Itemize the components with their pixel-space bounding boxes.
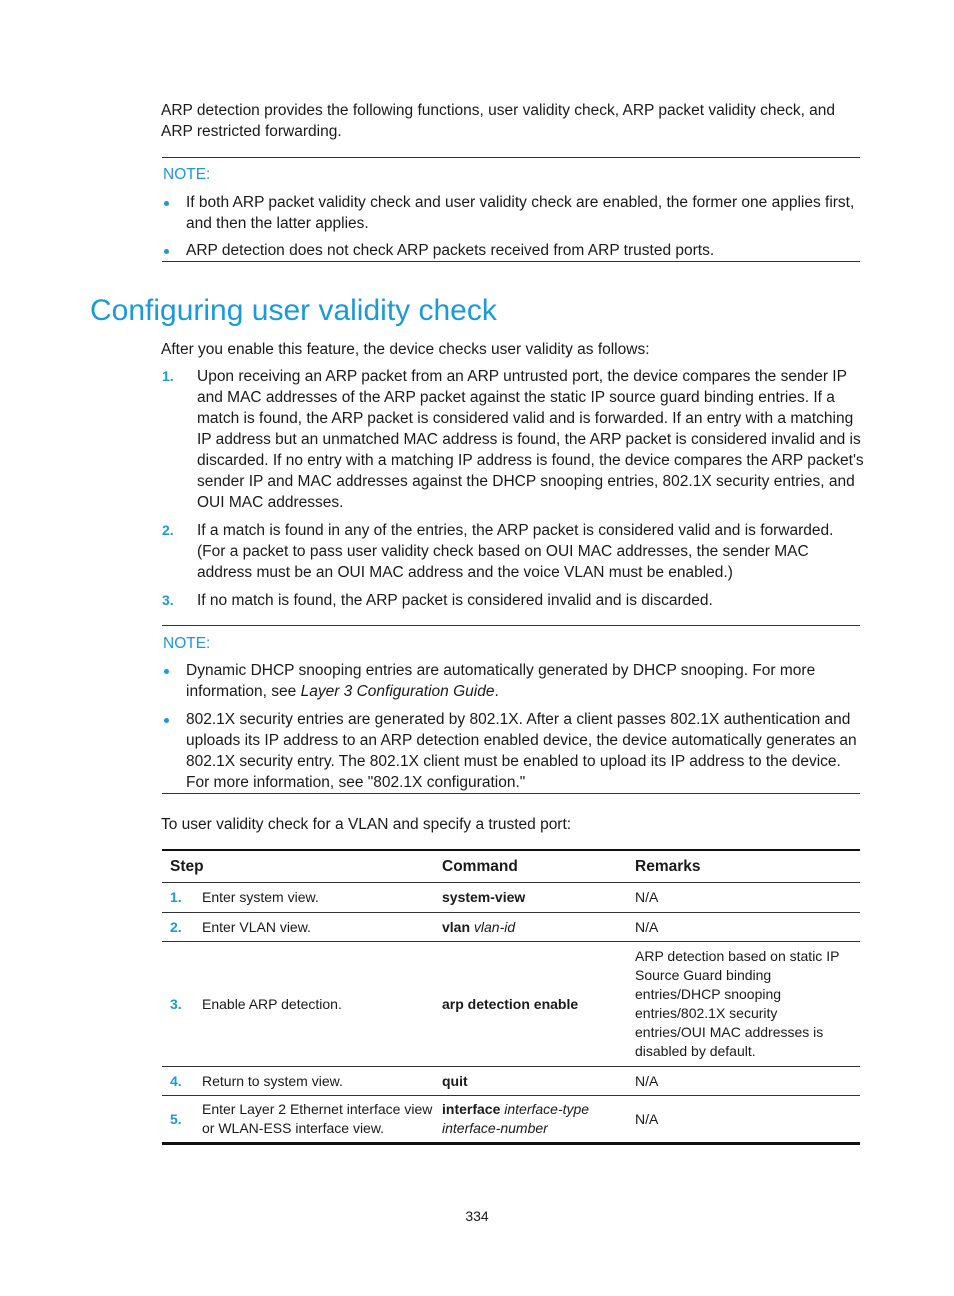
section-intro: After you enable this feature, the device checks user validity as follows: <box>161 341 650 358</box>
note-top-rule <box>162 157 860 158</box>
numbered-step: 3. If no match is found, the ARP packet is considered invalid and is discarded. <box>162 592 713 609</box>
column-header-command: Command <box>442 850 635 883</box>
step-number: 4. <box>162 1067 202 1096</box>
table-row <box>162 913 860 942</box>
column-header-remarks: Remarks <box>635 850 860 883</box>
remarks-cell: N/A <box>635 1096 860 1144</box>
section-title: Configuring user validity check <box>90 294 497 327</box>
remarks-cell: ARP detection based on static IP Source Guard binding entries/DHCP snooping entries/802.1X security entries/OUI MAC addresses is disabled by default. <box>635 942 860 1067</box>
note-item: ARP detection does not check ARP packets received from ARP trusted ports. <box>162 240 862 261</box>
table-row <box>162 1067 860 1096</box>
command-cell: arp detection enable <box>442 942 635 1067</box>
table-row <box>162 883 860 913</box>
table-intro: To user validity check for a VLAN and specify a trusted port: <box>161 816 572 833</box>
config-steps-table <box>162 849 860 1145</box>
numbered-step: 1. Upon receiving an ARP packet from an ARP untrusted port, the device compares the sender IP and MAC addresses of the ARP packet against the static IP source guard binding entries. If a match is found, the ARP packet is considered valid and is forwarded. If an entry with a matching IP address but an unmatched MAC address is found, the ARP packet is considered invalid and is discarded. If no entry with a matching IP address is found, the device compares the ARP packet's sender IP and MAC addresses against the DHCP snooping entries, 802.1X security entries, and OUI MAC addresses. <box>162 368 864 511</box>
step-number: 5. <box>162 1096 202 1144</box>
command-cell: interface interface-type interface-number <box>442 1096 635 1144</box>
step-description: Enter system view. <box>202 883 442 913</box>
numbered-step: 2. If a match is found in any of the entries, the ARP packet is considered valid and is forwarded. (For a packet to pass user validity check based on OUI MAC addresses, the sender MAC address must be an OUI MAC address and the voice VLAN must be enabled.) <box>162 522 834 581</box>
note-bottom-rule <box>162 261 860 262</box>
intro-paragraph: ARP detection provides the following functions, user validity check, ARP packet validity check, and ARP restricted forwarding. <box>161 102 836 140</box>
remarks-cell: N/A <box>635 883 860 913</box>
note-item: 802.1X security entries are generated by 802.1X. After a client passes 802.1X authentication and uploads its IP address to an ARP detection enabled device, the device automatically generates an 802.1X security entry. The 802.1X client must be enabled to upload its IP address to the device. For more information, see "802.1X configuration." <box>162 709 862 793</box>
step-number: 2. <box>162 522 174 538</box>
step-number: 3. <box>162 592 174 608</box>
column-header-step: Step <box>162 850 442 883</box>
note-top-rule <box>162 625 860 626</box>
note-item: Dynamic DHCP snooping entries are automatically generated by DHCP snooping. For more information, see Layer 3 Configuration Guide. <box>162 660 862 702</box>
table-row <box>162 942 860 1067</box>
table-row <box>162 1096 860 1144</box>
command-cell: vlan vlan-id <box>442 913 635 942</box>
step-number: 1. <box>162 368 174 384</box>
bullet-icon <box>164 718 169 723</box>
note-label: NOTE: <box>163 166 211 183</box>
command-cell: system-view <box>442 883 635 913</box>
page-number: 334 <box>465 1208 489 1224</box>
command-cell: quit <box>442 1067 635 1096</box>
step-number: 1. <box>162 883 202 913</box>
remarks-cell: N/A <box>635 913 860 942</box>
step-description: Return to system view. <box>202 1067 442 1096</box>
step-description: Enter VLAN view. <box>202 913 442 942</box>
note-item: If both ARP packet validity check and user validity check are enabled, the former one applies first, and then the latter applies. <box>162 192 862 234</box>
table-header-row <box>162 850 860 883</box>
remarks-cell: N/A <box>635 1067 860 1096</box>
bullet-icon <box>164 669 169 674</box>
guide-reference: Layer 3 Configuration Guide <box>300 683 495 700</box>
note-bottom-rule <box>162 793 860 794</box>
step-description: Enter Layer 2 Ethernet interface view or WLAN-ESS interface view. <box>202 1096 442 1144</box>
step-number: 3. <box>162 942 202 1067</box>
step-description: Enable ARP detection. <box>202 942 442 1067</box>
step-number: 2. <box>162 913 202 942</box>
bullet-icon <box>164 201 169 206</box>
note-label: NOTE: <box>163 635 211 652</box>
bullet-icon <box>164 249 169 254</box>
